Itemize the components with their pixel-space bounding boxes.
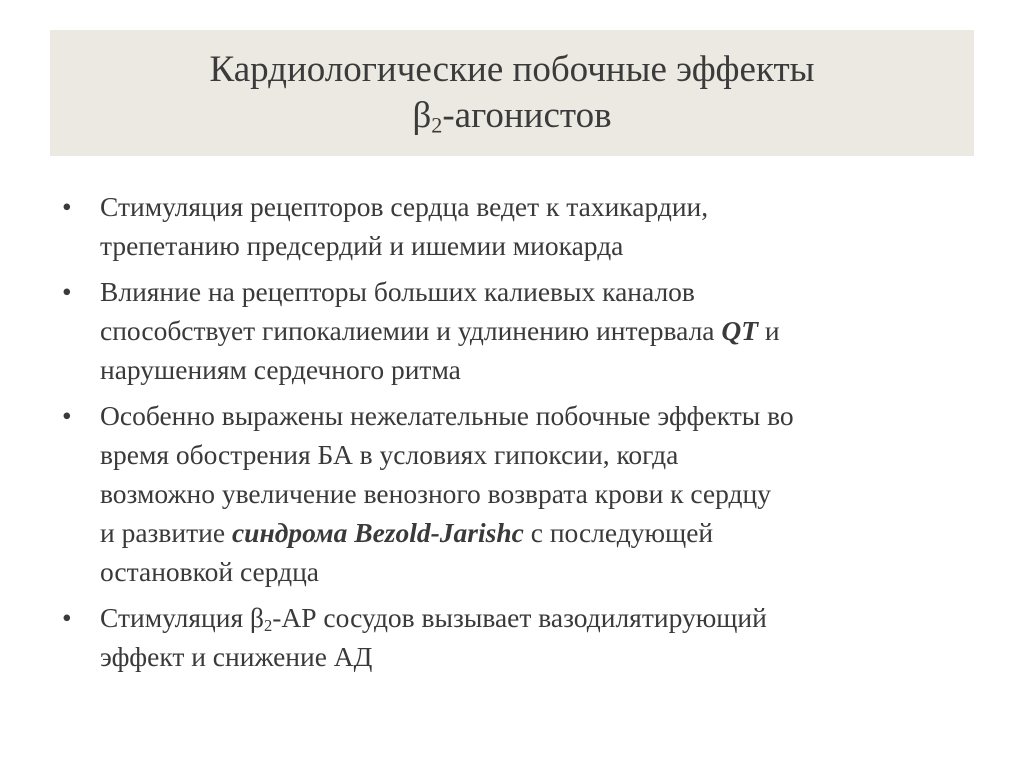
title-line-1: Кардиологические побочные эффекты: [209, 49, 815, 90]
slide-title: [50, 30, 974, 156]
beta-symbol: β: [412, 95, 432, 136]
bullet-text: [100, 396, 982, 591]
bullet-1-line-2: трепетанию предсердий и ишемии миокарда: [100, 230, 624, 261]
bullet-dot-icon: •: [62, 191, 72, 222]
subscript-2: 2: [431, 112, 443, 138]
bullet-item-1: [62, 187, 982, 265]
bullet-3-line-4-before: и развитие: [100, 517, 232, 548]
bullet-2-line-1: Влияние на рецепторы больших калиевых каналов: [100, 276, 695, 307]
bullet-4-line-1-after: -АР сосудов вызывает вазодилятирующий: [272, 602, 767, 633]
beta-symbol: β: [250, 602, 264, 633]
bullet-2-line-2: [100, 311, 982, 350]
bullet-dot-icon: •: [62, 276, 72, 307]
bullet-4-line-1: [100, 598, 982, 637]
bullet-2-line-3: нарушениям сердечного ритма: [100, 354, 461, 385]
bullet-text: [100, 187, 982, 265]
bullet-list: [62, 187, 982, 683]
bullet-text: [100, 272, 982, 389]
bullet-item-2: [62, 272, 982, 389]
syndrome-term: синдрома Bezold-Jarishc: [231, 517, 524, 548]
bullet-dot-icon: •: [62, 400, 72, 431]
bullet-3-line-5: остановкой сердца: [100, 556, 320, 587]
title-line-2: [412, 93, 611, 139]
bullet-3-line-4-after: с последующей: [523, 517, 714, 548]
bullet-item-3: [62, 396, 982, 591]
bullet-3-line-1: Особенно выражены нежелательные побочные эффекты во: [100, 400, 794, 431]
bullet-3-line-4: [100, 513, 982, 552]
bullet-3-line-2: время обострения БА в условиях гипоксии, когда: [100, 439, 679, 470]
bullet-2-line-2-before: способствует гипокалиемии и удлинению интервала: [100, 315, 722, 346]
bullet-3-line-3: возможно увеличение венозного возврата крови к сердцу: [100, 478, 771, 509]
bullet-1-line-1: Стимуляция рецепторов сердца ведет к тахикардии,: [100, 191, 709, 222]
title-line-2-rest: -агонистов: [442, 95, 612, 136]
bullet-4-line-1-before: Стимуляция: [100, 602, 250, 633]
qt-interval-term: QT: [721, 315, 759, 346]
bullet-text: [100, 598, 982, 676]
bullet-2-line-2-after: и: [758, 315, 780, 346]
bullet-4-line-2: эффект и снижение АД: [100, 641, 373, 672]
subscript-2: 2: [264, 616, 273, 636]
bullet-item-4: [62, 598, 982, 676]
bullet-dot-icon: •: [62, 602, 72, 633]
